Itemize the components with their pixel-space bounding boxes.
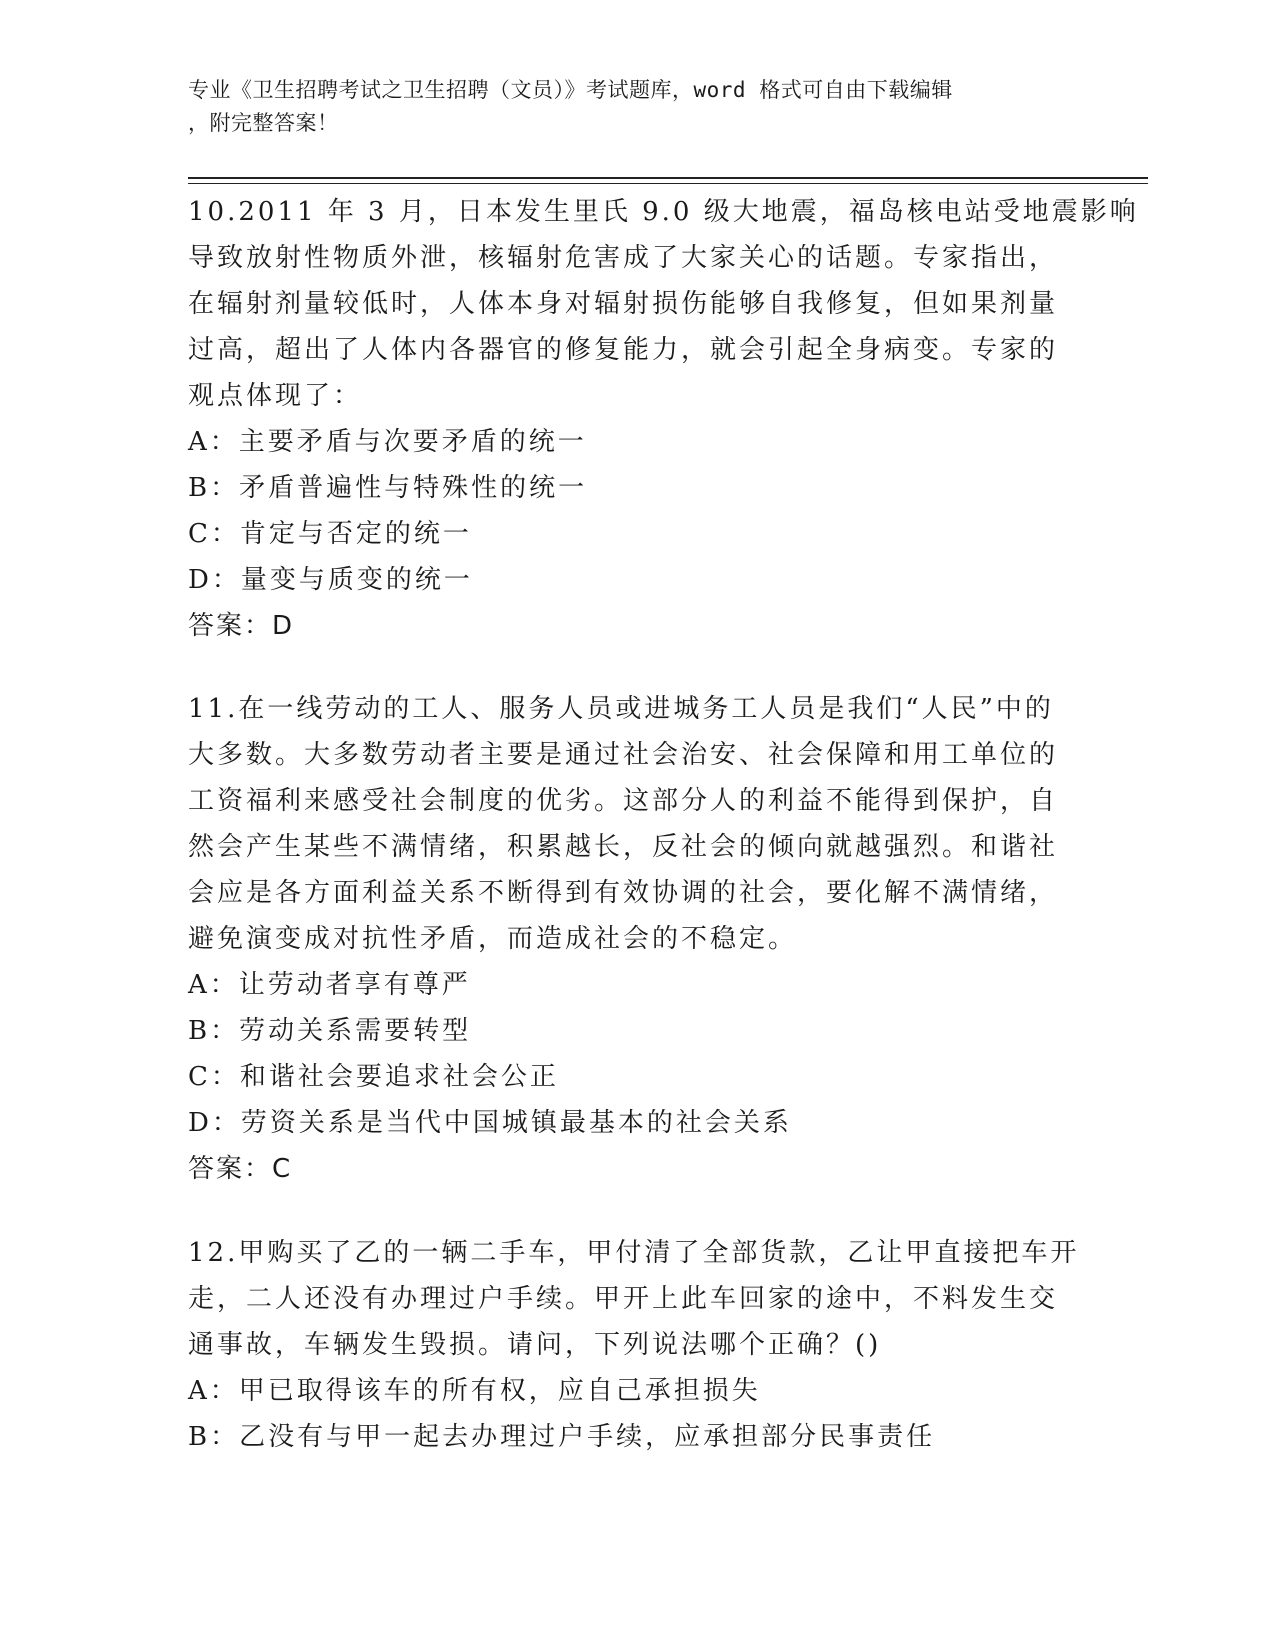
question-stem-line: 11.在一线劳动的工人、服务人员或进城务工人员是我们“人民”中的 bbox=[188, 694, 1054, 724]
option-a: A：主要矛盾与次要矛盾的统一 bbox=[188, 427, 587, 457]
option-b: B：劳动关系需要转型 bbox=[188, 1016, 472, 1046]
header-line-1: 专业《卫生招聘考试之卫生招聘（文员）》考试题库，word 格式可自由下载编辑 bbox=[188, 78, 953, 102]
question-stem-line: 大多数。大多数劳动者主要是通过社会治安、社会保障和用工单位的 bbox=[188, 740, 1059, 770]
header-divider-thin bbox=[188, 183, 1148, 184]
question-stem-line: 会应是各方面利益关系不断得到有效协调的社会，要化解不满情绪， bbox=[188, 878, 1059, 908]
option-c: C：和谐社会要追求社会公正 bbox=[188, 1062, 559, 1092]
question-stem-line: 工资福利来感受社会制度的优劣。这部分人的利益不能得到保护，自 bbox=[188, 786, 1059, 816]
question-stem-line: 导致放射性物质外泄，核辐射危害成了大家关心的话题。专家指出， bbox=[188, 243, 1059, 273]
question-stem-line: 10.2011 年 3 月，日本发生里氏 9.0 级大地震，福岛核电站受地震影响 bbox=[188, 197, 1139, 227]
question-stem-line: 过高，超出了人体内各器官的修复能力，就会引起全身病变。专家的 bbox=[188, 335, 1059, 365]
option-b: B：矛盾普遍性与特殊性的统一 bbox=[188, 473, 588, 503]
question-10 bbox=[188, 189, 1139, 649]
option-d: D：量变与质变的统一 bbox=[188, 565, 473, 595]
option-d: D：劳资关系是当代中国城镇最基本的社会关系 bbox=[188, 1108, 792, 1138]
question-stem-line: 避免演变成对抗性矛盾，而造成社会的不稳定。 bbox=[188, 924, 798, 954]
option-c: C：肯定与否定的统一 bbox=[188, 519, 472, 549]
question-stem-line: 在辐射剂量较低时，人体本身对辐射损伤能够自我修复，但如果剂量 bbox=[188, 289, 1059, 319]
answer-label: 答案：D bbox=[188, 611, 295, 641]
question-12 bbox=[188, 1230, 1088, 1460]
header-line-2: ，附完整答案！ bbox=[188, 111, 339, 135]
question-stem-line: 观点体现了： bbox=[188, 381, 363, 411]
question-stem-line: 12.甲购买了乙的一辆二手车，甲付清了全部货款，乙让甲直接把车开 bbox=[188, 1238, 1080, 1268]
option-a: A：甲已取得该车的所有权，应自己承担损失 bbox=[188, 1376, 761, 1406]
header-divider-thick bbox=[188, 177, 1148, 179]
question-stem-line: 通事故，车辆发生毁损。请问，下列说法哪个正确？() bbox=[188, 1330, 882, 1360]
question-11 bbox=[188, 686, 1088, 1192]
answer-label: 答案：C bbox=[188, 1154, 293, 1184]
document-header bbox=[188, 74, 1088, 140]
question-stem-line: 然会产生某些不满情绪，积累越长，反社会的倾向就越强烈。和谐社 bbox=[188, 832, 1059, 862]
option-a: A：让劳动者享有尊严 bbox=[188, 970, 471, 1000]
question-stem-line: 走，二人还没有办理过户手续。甲开上此车回家的途中，不料发生交 bbox=[188, 1284, 1059, 1314]
option-b: B：乙没有与甲一起去办理过户手续，应承担部分民事责任 bbox=[188, 1422, 936, 1452]
